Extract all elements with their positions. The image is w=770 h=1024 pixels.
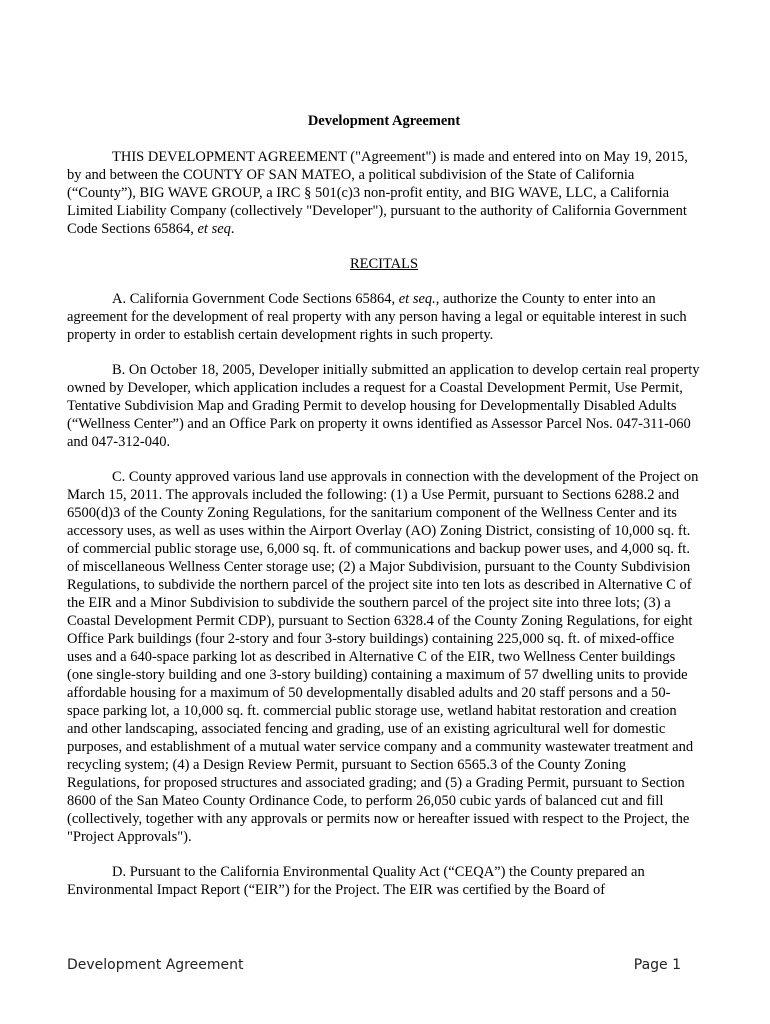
intro-paragraph xyxy=(67,148,701,238)
page-number: Page 1 xyxy=(633,957,681,973)
recital-a-emphasis: et seq. xyxy=(398,291,436,307)
recital-d: D. Pursuant to the California Environmental Quality Act (“CEQA”) the County prepared an Environmental Impact Report (“EIR”) for the Project. The EIR was certified by the Board of xyxy=(67,864,645,898)
document-page xyxy=(67,112,701,916)
recital-a-end: , authorize the County to enter into an agreement for the development of real property with any person having a legal or equitable interest in such property in order to establish certain development rights in such property. xyxy=(67,291,687,343)
recital-a xyxy=(67,290,701,344)
recitals-heading: RECITALS xyxy=(349,256,419,272)
footer-title: Development Agreement xyxy=(67,957,244,973)
document-title: Development Agreement xyxy=(307,113,461,129)
intro-end: . xyxy=(230,221,235,237)
recital-b: B. On October 18, 2005, Developer initially submitted an application to develop certain real property owned by Developer, which application includes a request for a Coastal Development Permit, Use Permit, Tentative Subdivision Map and Grading Permit to develop housing for Developmentally Disabled Adults (“Wellness Center”) and an Office Park on property it owns identified as Assessor Parcel Nos. 047-311-060 and 047-312-040. xyxy=(67,362,700,450)
intro-text: THIS DEVELOPMENT AGREEMENT ("Agreement") is made and entered into on May 19, 2015, by and between the COUNTY OF SAN MATEO, a political subdivision of the State of California (“County”), BIG WAVE GROUP, a IRC § 501(c)3 non-profit entity, and BIG WAVE, LLC, a California Limited Liability Company (collectively "Developer"), pursuant to the authority of California Government Code Sections 65864, xyxy=(67,149,688,237)
recital-c: C. County approved various land use approvals in connection with the development of the Project on March 15, 2011. The approvals included the following: (1) a Use Permit, pursuant to Sections 6288.2 and 6500(d)3 of the County Zoning Regulations, for the sanitarium component of the Wellness Center and its accessory uses, as well as uses within the Airport Overlay (AO) Zoning District, consisting of 10,000 sq. ft. of commercial public storage use, 6,000 sq. ft. of communications and backup power uses, and 4,000 sq. ft. of miscellaneous Wellness Center storage use; (2) a Major Subdivision, pursuant to the County Subdivision Regulations, to subdivide the northern parcel of the project site into ten lots as described in Alternative C of the EIR and a Minor Subdivision to subdivide the southern parcel of the project site into three lots; (3) a Coastal Development Permit CDP), pursuant to Section 6328.4 of the County Zoning Regulations, for eight Office Park buildings (four 2-story and four 3-story buildings) containing 225,000 sq. ft. of mixed-office uses and a 640-space parking lot as described in Alternative C of the EIR, two Wellness Center buildings (one single-story building and one 3-story building) containing a maximum of 57 dwelling units to provide affordable housing for a maximum of 50 developmentally disabled adults and 20 staff persons and a 50-space parking lot, a 10,000 sq. ft. commercial public storage use, wetland habitat restoration and creation and other landscaping, associated fencing and grading, use of an existing agricultural well for domestic purposes, and establishment of a mutual water service company and a community wastewater treatment and recycling system; (4) a Design Review Permit, pursuant to Section 6565.3 of the County Zoning Regulations, for proposed structures and associated grading; and (5) a Grading Permit, pursuant to Section 8600 of the San Mateo County Ordinance Code, to perform 26,050 cubic yards of balanced cut and fill (collectively, together with any approvals or permits now or hereafter issued with respect to the Project, the "Project Approvals"). xyxy=(67,469,699,845)
intro-emphasis: et seq xyxy=(197,221,231,237)
recital-a-start: A. California Government Code Sections 65864, xyxy=(112,291,399,307)
